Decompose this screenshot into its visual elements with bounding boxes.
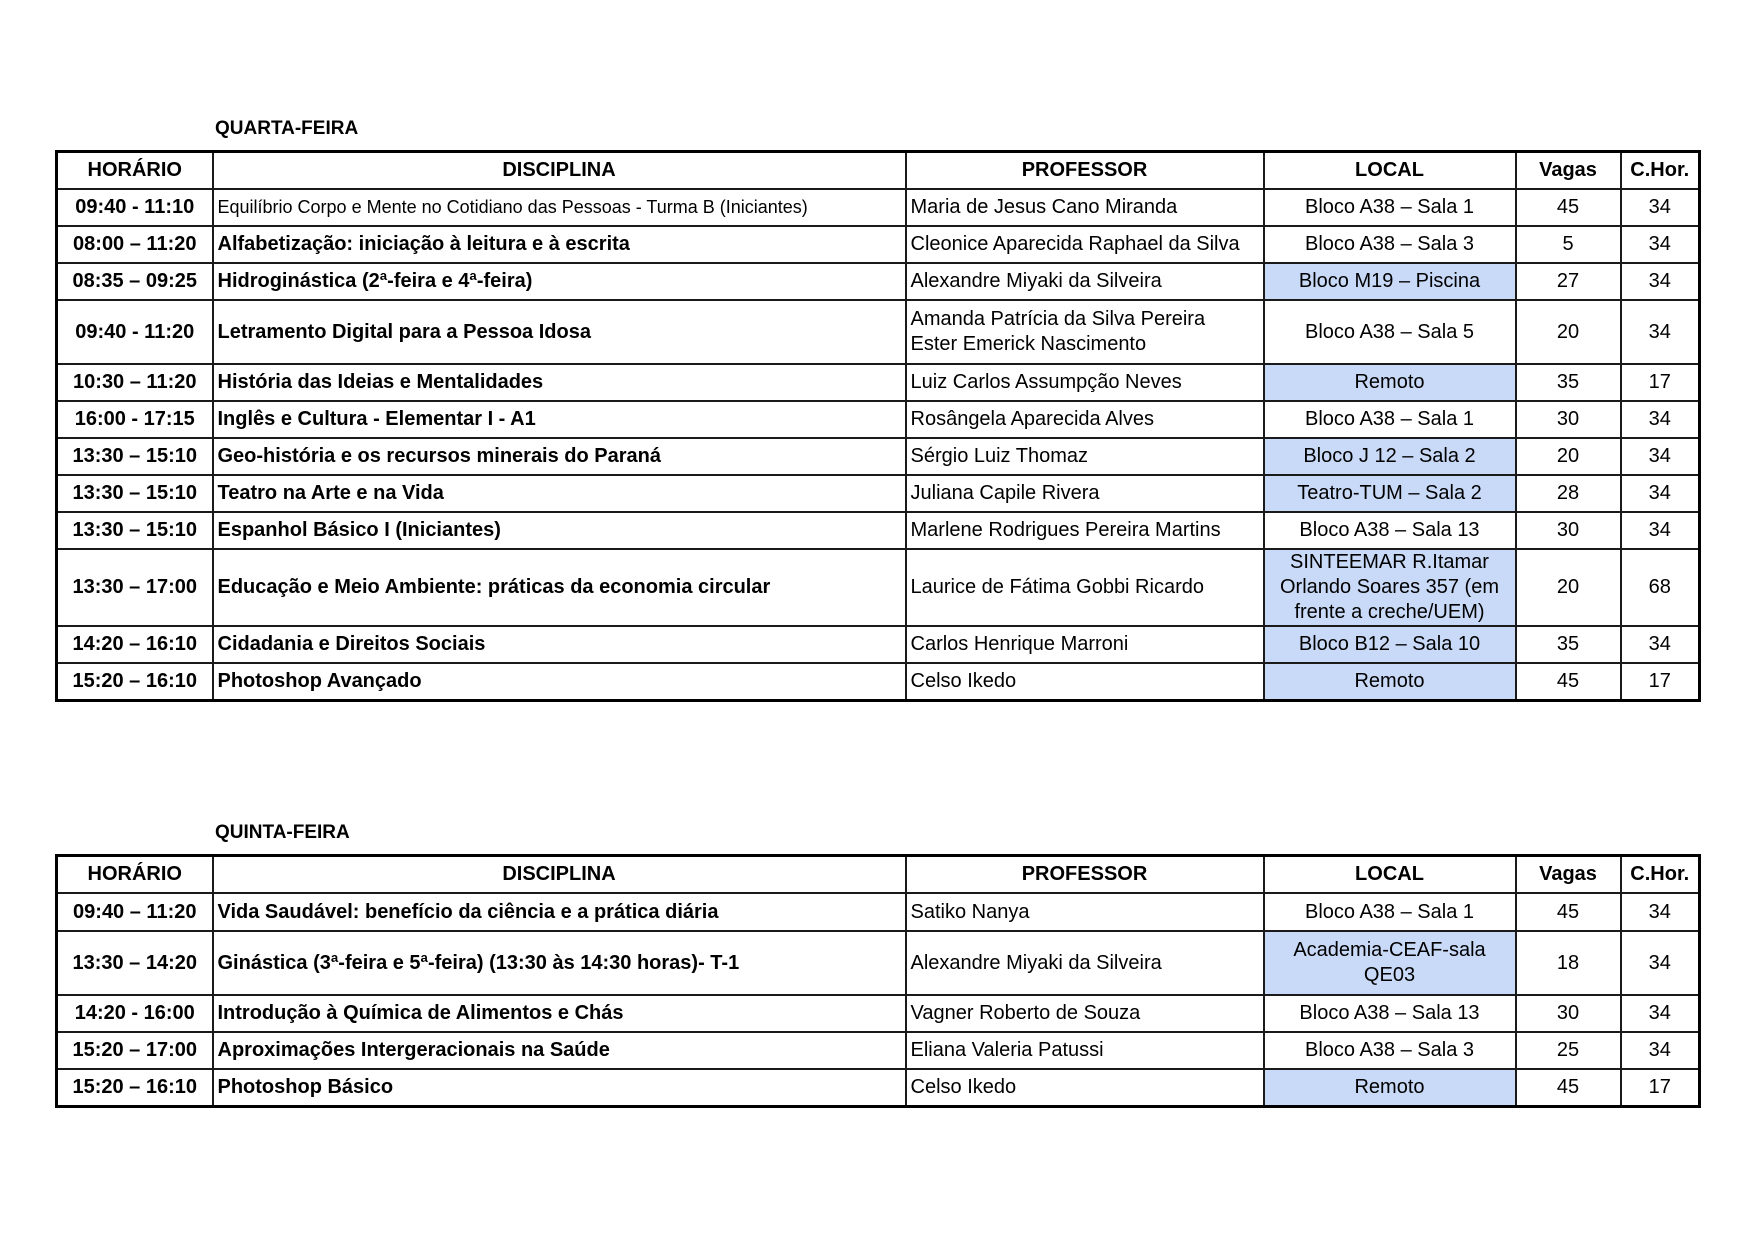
table-row — [57, 401, 1700, 438]
column-header-disciplina: DISCIPLINA — [213, 856, 906, 894]
quinta-feira-title: QUINTA-FEIRA — [215, 822, 350, 843]
table-row — [57, 364, 1700, 401]
column-header-local: LOCAL — [1264, 856, 1516, 894]
disciplina-cell: Cidadania e Direitos Sociais — [213, 626, 906, 663]
time-cell: 14:20 - 16:00 — [57, 995, 213, 1032]
chor-cell: 17 — [1621, 364, 1700, 401]
time-cell: 16:00 - 17:15 — [57, 401, 213, 438]
disciplina-cell: Inglês e Cultura - Elementar I - A1 — [213, 401, 906, 438]
table-row — [57, 1069, 1700, 1107]
time-cell: 15:20 – 16:10 — [57, 663, 213, 701]
local-cell: Bloco A38 – Sala 13 — [1264, 995, 1516, 1032]
time-cell: 08:35 – 09:25 — [57, 263, 213, 300]
local-line: Orlando Soares 357 (em — [1279, 576, 1499, 598]
disciplina-cell: Letramento Digital para a Pessoa Idosa — [213, 300, 906, 364]
professor-cell: Cleonice Aparecida Raphael da Silva — [906, 226, 1264, 263]
vagas-cell: 35 — [1516, 364, 1621, 401]
vagas-cell: 30 — [1516, 995, 1621, 1032]
local-cell-highlighted: Remoto — [1264, 1069, 1516, 1107]
vagas-cell: 25 — [1516, 1032, 1621, 1069]
local-cell-highlighted: Remoto — [1264, 364, 1516, 401]
local-cell: Bloco A38 – Sala 3 — [1264, 226, 1516, 263]
table-row — [57, 475, 1700, 512]
disciplina-cell: História das Ideias e Mentalidades — [213, 364, 906, 401]
chor-cell: 34 — [1621, 438, 1700, 475]
vagas-cell: 35 — [1516, 626, 1621, 663]
professor-cell: Alexandre Miyaki da Silveira — [906, 263, 1264, 300]
column-header-disciplina: DISCIPLINA — [213, 152, 906, 190]
professor-cell: Sérgio Luiz Thomaz — [906, 438, 1264, 475]
table-row — [57, 549, 1700, 626]
chor-cell: 34 — [1621, 512, 1700, 549]
time-cell: 10:30 – 11:20 — [57, 364, 213, 401]
vagas-cell: 30 — [1516, 512, 1621, 549]
vagas-cell: 20 — [1516, 549, 1621, 626]
professor-cell: Juliana Capile Rivera — [906, 475, 1264, 512]
quarta-feira-title: QUARTA-FEIRA — [215, 118, 359, 139]
table-row — [57, 300, 1700, 364]
chor-cell: 34 — [1621, 1032, 1700, 1069]
professor-cell: Laurice de Fátima Gobbi Ricardo — [906, 549, 1264, 626]
table-row — [57, 512, 1700, 549]
vagas-cell: 30 — [1516, 401, 1621, 438]
disciplina-cell: Teatro na Arte e na Vida — [213, 475, 906, 512]
local-cell: Bloco A38 – Sala 1 — [1264, 401, 1516, 438]
column-header-professor: PROFESSOR — [906, 856, 1264, 894]
table-row — [57, 626, 1700, 663]
time-cell: 09:40 - 11:10 — [57, 189, 213, 226]
table-header — [57, 856, 1700, 894]
column-header-vagas: Vagas — [1516, 856, 1621, 894]
vagas-cell: 45 — [1516, 663, 1621, 701]
chor-cell: 68 — [1621, 549, 1700, 626]
chor-cell: 34 — [1621, 931, 1700, 995]
table-row — [57, 263, 1700, 300]
local-cell: Bloco A38 – Sala 3 — [1264, 1032, 1516, 1069]
chor-cell: 34 — [1621, 226, 1700, 263]
table-row — [57, 226, 1700, 263]
chor-cell: 34 — [1621, 626, 1700, 663]
disciplina-cell: Espanhol Básico I (Iniciantes) — [213, 512, 906, 549]
table-row — [57, 931, 1700, 995]
local-cell-highlighted — [1264, 931, 1516, 995]
time-cell: 08:00 – 11:20 — [57, 226, 213, 263]
column-header-chor: C.Hor. — [1621, 856, 1700, 894]
time-cell: 13:30 – 15:10 — [57, 475, 213, 512]
local-cell-highlighted: Bloco J 12 – Sala 2 — [1264, 438, 1516, 475]
professor-cell: Satiko Nanya — [906, 893, 1264, 931]
disciplina-cell: Equilíbrio Corpo e Mente no Cotidiano das Pessoas - Turma B (Iniciantes) — [213, 189, 906, 226]
quinta-feira-table — [55, 854, 1701, 1108]
professor-cell: Vagner Roberto de Souza — [906, 995, 1264, 1032]
chor-cell: 34 — [1621, 401, 1700, 438]
professor-cell — [906, 300, 1264, 364]
disciplina-cell: Photoshop Avançado — [213, 663, 906, 701]
chor-cell: 34 — [1621, 475, 1700, 512]
chor-cell: 17 — [1621, 663, 1700, 701]
column-header-professor: PROFESSOR — [906, 152, 1264, 190]
time-cell: 15:20 – 16:10 — [57, 1069, 213, 1107]
local-cell-highlighted: Teatro-TUM – Sala 2 — [1264, 475, 1516, 512]
disciplina-cell: Vida Saudável: benefício da ciência e a prática diária — [213, 893, 906, 931]
quarta-feira-table — [55, 150, 1701, 702]
column-header-horario: HORÁRIO — [57, 152, 213, 190]
vagas-cell: 28 — [1516, 475, 1621, 512]
table-header — [57, 152, 1700, 190]
chor-cell: 17 — [1621, 1069, 1700, 1107]
professor-cell: Celso Ikedo — [906, 663, 1264, 701]
chor-cell: 34 — [1621, 263, 1700, 300]
local-cell: Bloco A38 – Sala 13 — [1264, 512, 1516, 549]
local-cell-highlighted: Remoto — [1264, 663, 1516, 701]
table-row — [57, 189, 1700, 226]
professor-name: Ester Emerick Nascimento — [910, 333, 1147, 355]
local-line: SINTEEMAR R.Itamar — [1290, 551, 1489, 573]
time-cell: 13:30 – 15:10 — [57, 438, 213, 475]
time-cell: 13:30 – 14:20 — [57, 931, 213, 995]
column-header-chor: C.Hor. — [1621, 152, 1700, 190]
vagas-cell: 20 — [1516, 438, 1621, 475]
professor-name: Amanda Patrícia da Silva Pereira — [910, 308, 1206, 330]
vagas-cell: 45 — [1516, 893, 1621, 931]
time-cell: 13:30 – 15:10 — [57, 512, 213, 549]
chor-cell: 34 — [1621, 893, 1700, 931]
time-cell: 15:20 – 17:00 — [57, 1032, 213, 1069]
local-line: frente a creche/UEM) — [1294, 601, 1485, 623]
local-line: Academia-CEAF-sala — [1293, 939, 1486, 961]
time-cell: 14:20 – 16:10 — [57, 626, 213, 663]
chor-cell: 34 — [1621, 189, 1700, 226]
professor-cell: Marlene Rodrigues Pereira Martins — [906, 512, 1264, 549]
local-cell-highlighted: Bloco B12 – Sala 10 — [1264, 626, 1516, 663]
vagas-cell: 27 — [1516, 263, 1621, 300]
table-row — [57, 1032, 1700, 1069]
professor-cell: Rosângela Aparecida Alves — [906, 401, 1264, 438]
professor-cell: Carlos Henrique Marroni — [906, 626, 1264, 663]
column-header-vagas: Vagas — [1516, 152, 1621, 190]
disciplina-cell: Geo-história e os recursos minerais do Paraná — [213, 438, 906, 475]
local-line: QE03 — [1363, 964, 1416, 986]
disciplina-cell: Ginástica (3ª-feira e 5ª-feira) (13:30 às 14:30 horas)- T-1 — [213, 931, 906, 995]
disciplina-cell: Aproximações Intergeracionais na Saúde — [213, 1032, 906, 1069]
vagas-cell: 5 — [1516, 226, 1621, 263]
professor-cell: Celso Ikedo — [906, 1069, 1264, 1107]
table-row — [57, 438, 1700, 475]
disciplina-cell: Introdução à Química de Alimentos e Chás — [213, 995, 906, 1032]
table-row — [57, 663, 1700, 701]
local-cell: Bloco A38 – Sala 5 — [1264, 300, 1516, 364]
vagas-cell: 18 — [1516, 931, 1621, 995]
disciplina-cell: Educação e Meio Ambiente: práticas da economia circular — [213, 549, 906, 626]
table-row — [57, 995, 1700, 1032]
chor-cell: 34 — [1621, 995, 1700, 1032]
column-header-horario: HORÁRIO — [57, 856, 213, 894]
chor-cell: 34 — [1621, 300, 1700, 364]
vagas-cell: 45 — [1516, 189, 1621, 226]
local-cell-highlighted — [1264, 549, 1516, 626]
local-cell: Bloco A38 – Sala 1 — [1264, 893, 1516, 931]
disciplina-cell: Alfabetização: iniciação à leitura e à escrita — [213, 226, 906, 263]
time-cell: 09:40 – 11:20 — [57, 893, 213, 931]
professor-cell: Maria de Jesus Cano Miranda — [906, 189, 1264, 226]
time-cell: 13:30 – 17:00 — [57, 549, 213, 626]
vagas-cell: 20 — [1516, 300, 1621, 364]
column-header-local: LOCAL — [1264, 152, 1516, 190]
professor-cell: Eliana Valeria Patussi — [906, 1032, 1264, 1069]
time-cell: 09:40 - 11:20 — [57, 300, 213, 364]
table-row — [57, 893, 1700, 931]
professor-cell: Alexandre Miyaki da Silveira — [906, 931, 1264, 995]
local-cell: Bloco A38 – Sala 1 — [1264, 189, 1516, 226]
vagas-cell: 45 — [1516, 1069, 1621, 1107]
disciplina-cell: Photoshop Básico — [213, 1069, 906, 1107]
disciplina-cell: Hidroginástica (2ª-feira e 4ª-feira) — [213, 263, 906, 300]
professor-cell: Luiz Carlos Assumpção Neves — [906, 364, 1264, 401]
local-cell-highlighted: Bloco M19 – Piscina — [1264, 263, 1516, 300]
